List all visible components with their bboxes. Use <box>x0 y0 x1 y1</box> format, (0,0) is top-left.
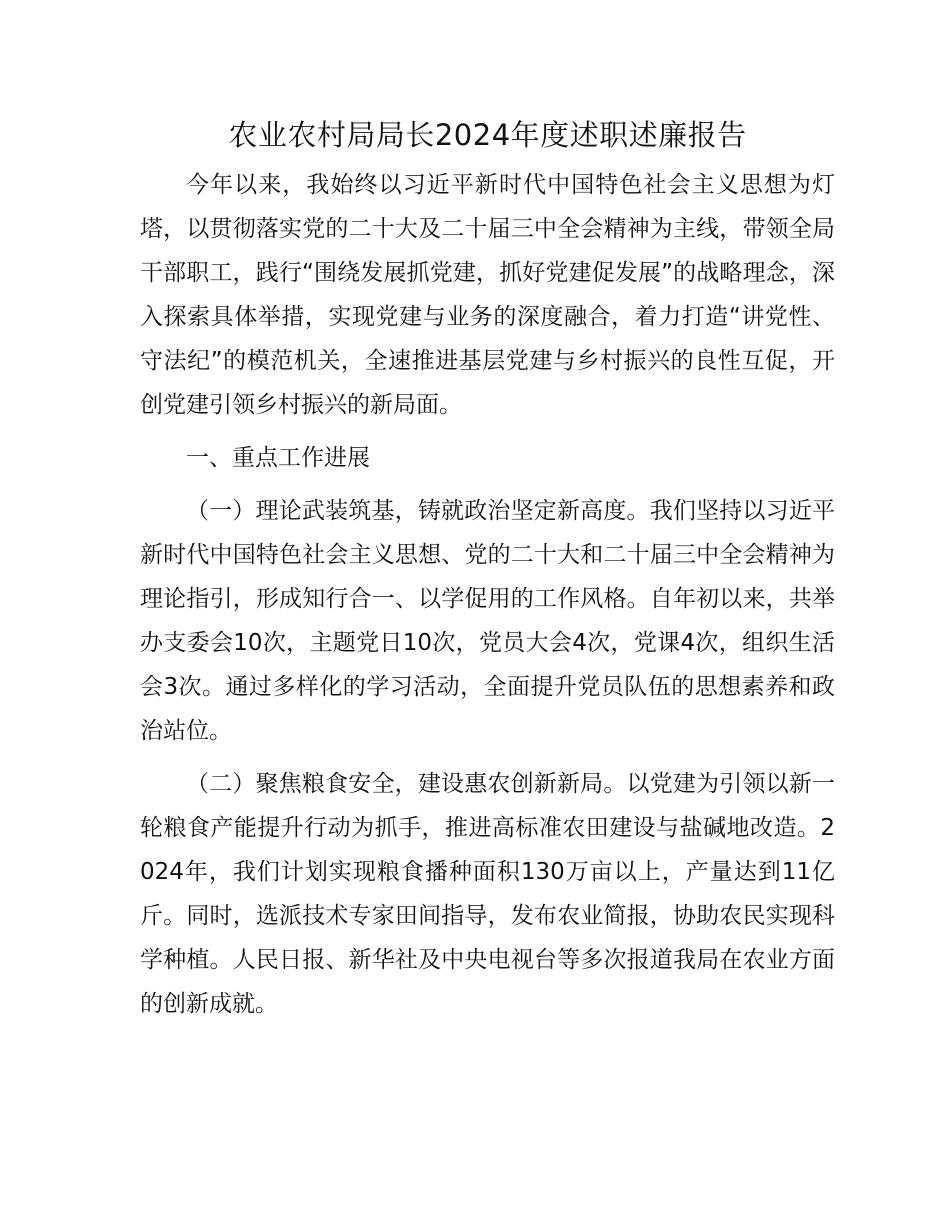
section-1-paragraph: （一）理论武装筑基，铸就政治坚定新高度。我们坚持以习近平新时代中国特色社会主义思想、党的二十大和二十届三中全会精神为理论指引，形成知行合一、以学促用的工作风格。自年初以来，共举办支委会10次，主题党日10次，党员大会4次，党课4次，组织生活会3次。通过多样化的学习活动，全面提升党员队伍的思想素养和政治站位。 <box>140 498 835 744</box>
document-body <box>140 113 835 1026</box>
section-2-paragraph: （二）聚焦粮食安全，建设惠农创新新局。以党建为引领以新一轮粮食产能提升行动为抓手，推进高标准农田建设与盐碱地改造。2024年，我们计划实现粮食播种面积130万亩以上，产量达到11亿斤。同时，选派技术专家田间指导，发布农业简报，协助农民实现科学种植。人民日报、新华社及中央电视台等多次报道我局在农业方面的创新成就。 <box>140 771 835 1017</box>
document-title: 农业农村局局长2024年度述职述廉报告 <box>228 118 747 152</box>
intro-paragraph: 今年以来，我始终以习近平新时代中国特色社会主义思想为灯塔，以贯彻落实党的二十大及二十届三中全会精神为主线，带领全局干部职工，践行“围绕发展抓党建，抓好党建促发展”的战略理念，深入探索具体举措，实现党建与业务的深度融合，着力打造“讲党性、守法纪”的模范机关，全速推进基层党建与乡村振兴的良性互促，开创党建引领乡村振兴的新局面。 <box>140 172 835 418</box>
section-heading: 一、重点工作进展 <box>186 445 370 471</box>
